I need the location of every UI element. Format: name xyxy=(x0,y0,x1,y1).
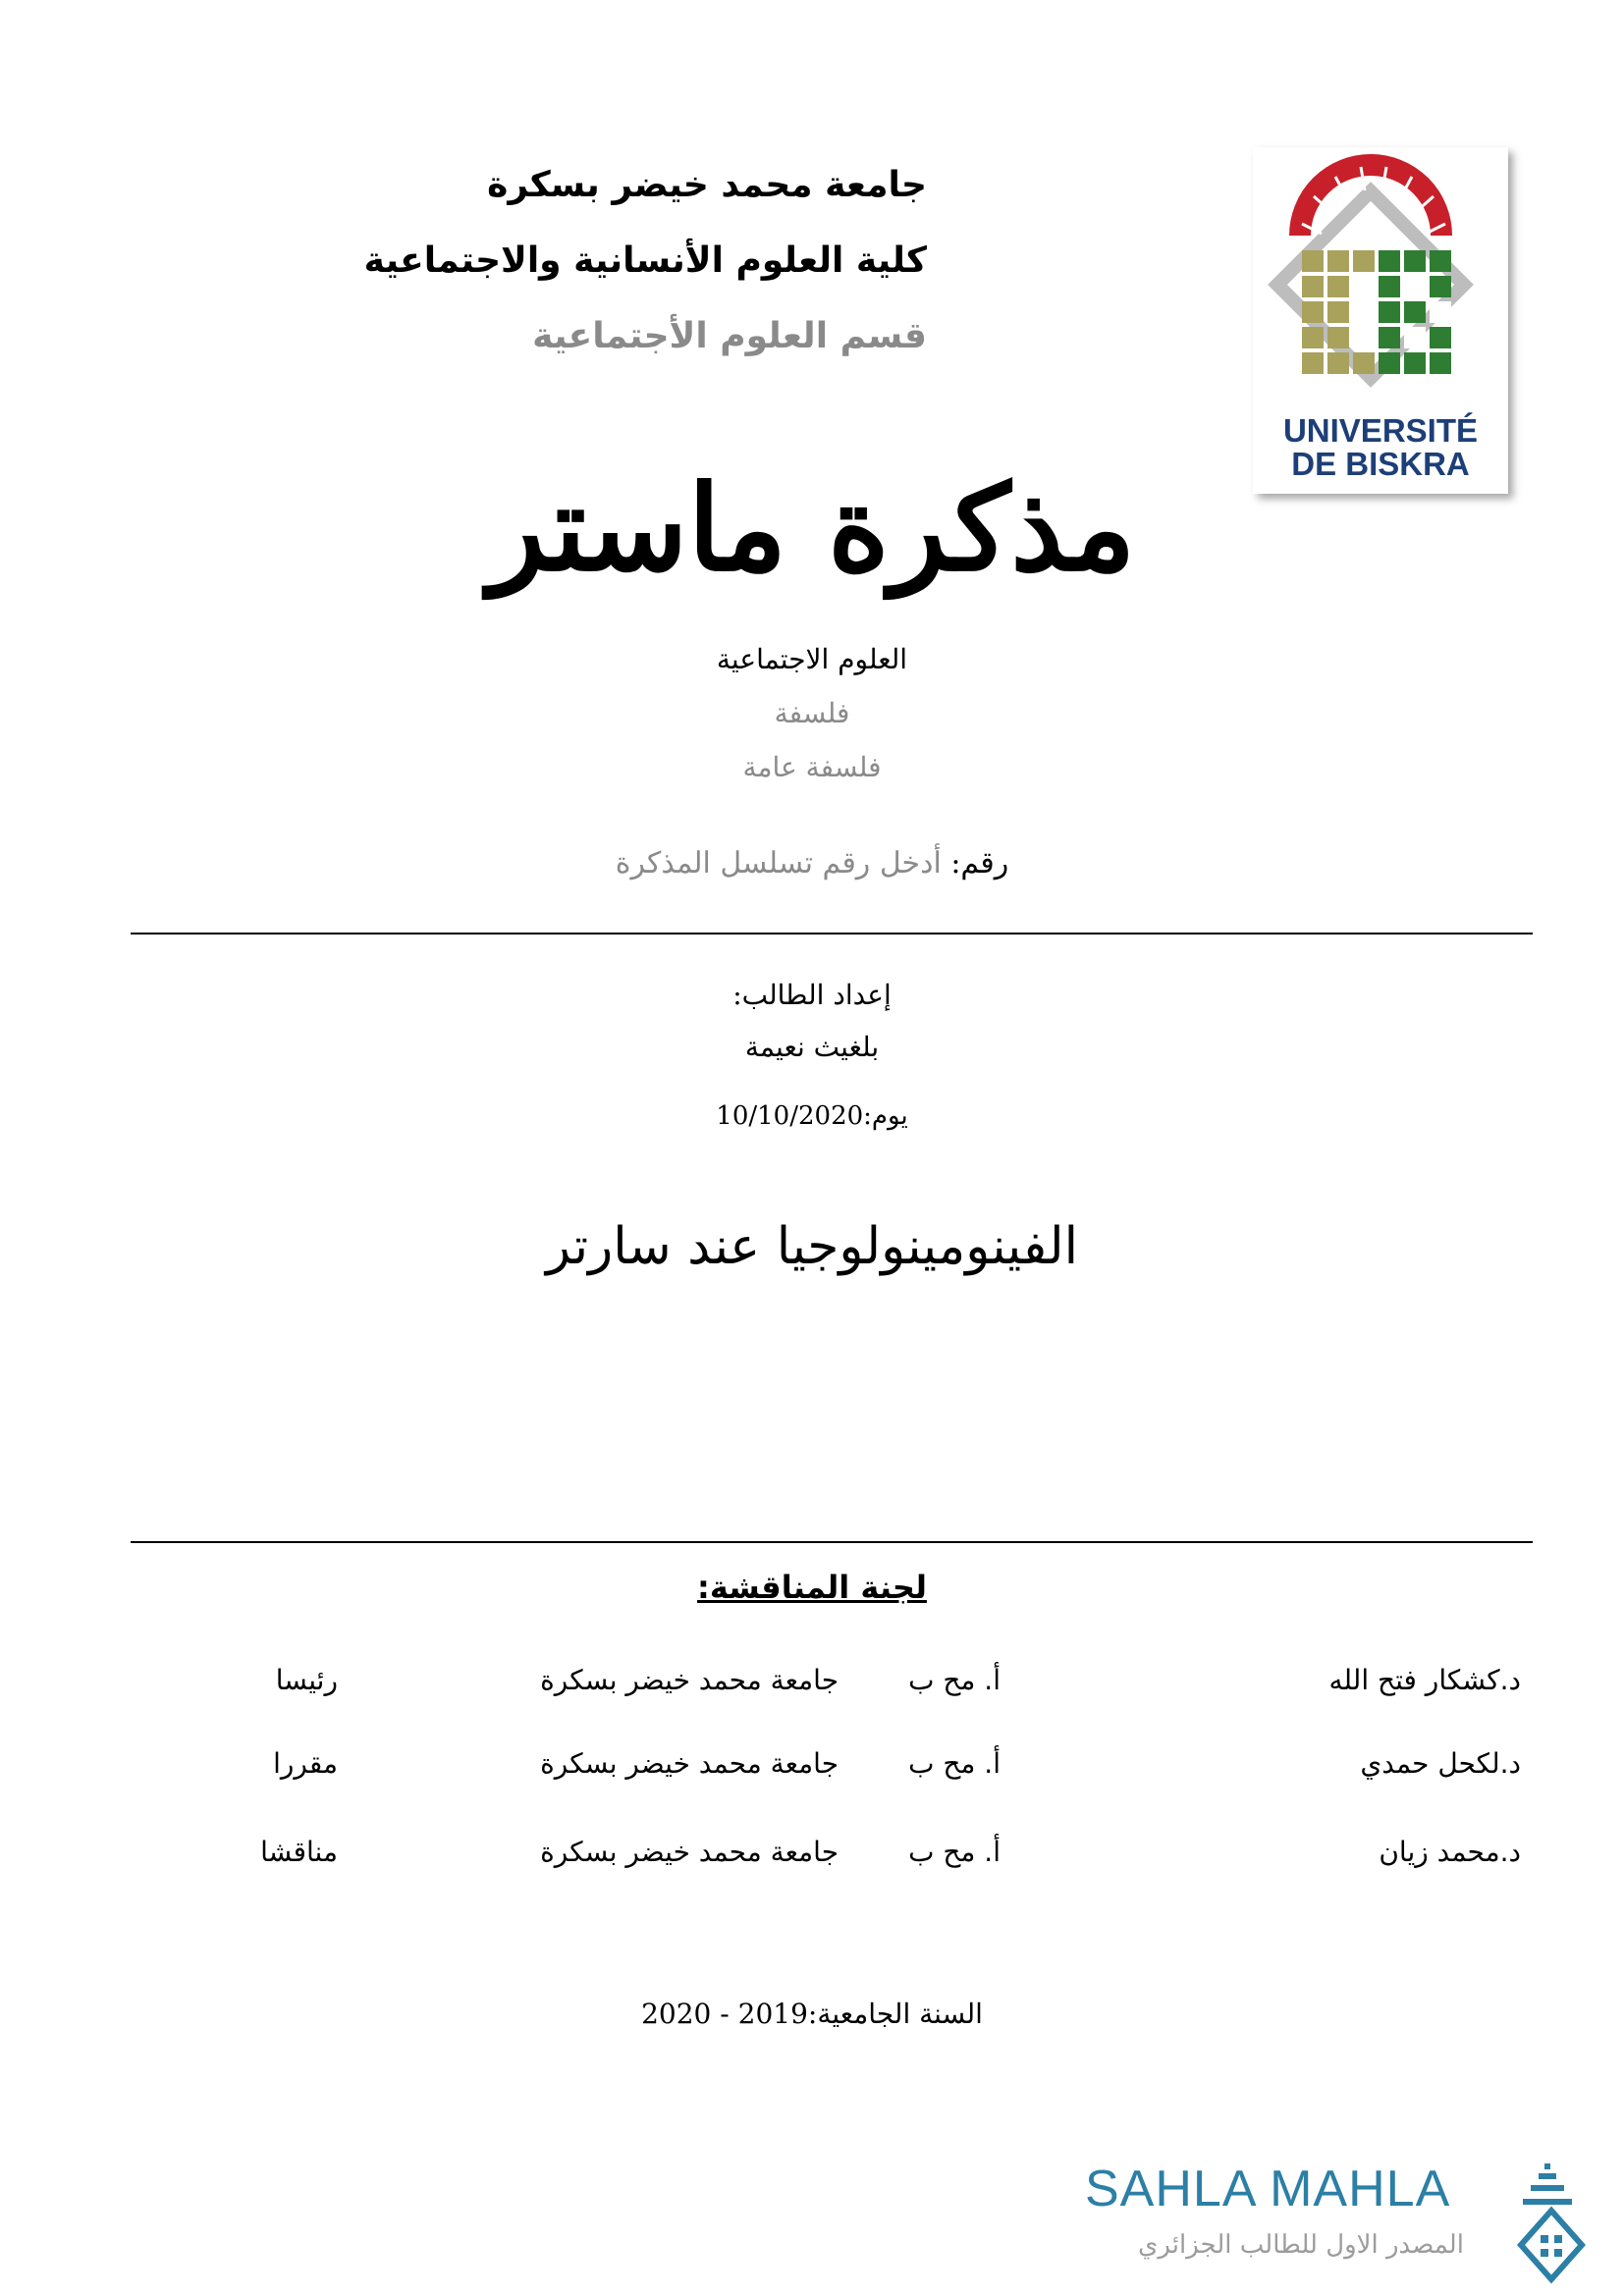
committee-member-row xyxy=(0,1747,1624,1796)
university-logo xyxy=(1253,147,1508,494)
department-name: قسم العلوم الأجتماعية xyxy=(532,316,927,356)
sub-speciality: فلسفة عامة xyxy=(742,751,882,783)
committee-member-row xyxy=(0,1664,1624,1713)
university-name: جامعة محمد خيضر بسكرة xyxy=(487,165,927,205)
university-emblem-icon xyxy=(1253,147,1508,412)
watermark-tagline: المصدر الاول للطالب الجزائري xyxy=(1138,2230,1464,2260)
member-rank: أ. مح ب xyxy=(908,1664,1001,1696)
date-value: 10/10/2020 xyxy=(716,1101,864,1131)
logo-text-line-2: DE BISKRA xyxy=(1291,446,1470,482)
serial-label: رقم: xyxy=(950,846,1009,881)
committee-member-row xyxy=(0,1836,1624,1885)
member-role: رئيسا xyxy=(275,1664,338,1696)
watermark-brand: SAHLA MAHLA xyxy=(1085,2161,1451,2217)
document-title: مذكرة ماستر xyxy=(488,459,1136,598)
student-name: بلغيث نعيمة xyxy=(744,1031,880,1063)
serial-number-line xyxy=(0,846,1624,881)
field-of-study: العلوم الاجتماعية xyxy=(716,643,908,675)
watermark-emblem-icon xyxy=(1517,2162,1586,2284)
member-institution: جامعة محمد خيضر بسكرة xyxy=(540,1664,839,1696)
divider-top xyxy=(131,933,1533,934)
committee-title: لجنة المناقشة: xyxy=(697,1569,927,1606)
member-name: د.لكحل حمدي xyxy=(1360,1747,1521,1780)
member-institution: جامعة محمد خيضر بسكرة xyxy=(540,1836,839,1868)
defense-date xyxy=(0,1101,1624,1131)
member-role: مقررا xyxy=(273,1747,338,1780)
divider-bottom xyxy=(131,1541,1533,1543)
member-rank: أ. مح ب xyxy=(908,1747,1001,1780)
logo-text-line-1: UNIVERSITÉ xyxy=(1282,412,1479,449)
sahla-mahla-watermark xyxy=(1085,2160,1586,2287)
member-institution: جامعة محمد خيضر بسكرة xyxy=(540,1747,839,1780)
speciality: فلسفة xyxy=(774,697,850,729)
academic-year: السنة الجامعية:2019 - 2020 xyxy=(641,1998,983,2030)
serial-placeholder: أدخل رقم تسلسل المذكرة xyxy=(615,846,951,881)
date-label: يوم: xyxy=(863,1101,908,1131)
member-role: مناقشا xyxy=(260,1836,338,1868)
member-name: د.كشكار فتح الله xyxy=(1328,1664,1521,1696)
thesis-title: الفينومينولوجيا عند سارتر xyxy=(545,1217,1079,1276)
member-name: د.محمد زيان xyxy=(1379,1836,1521,1868)
prepared-by-label: إعداد الطالب: xyxy=(732,979,892,1011)
faculty-name: كلية العلوم الأنسانية والاجتماعية xyxy=(363,240,927,281)
member-rank: أ. مح ب xyxy=(908,1836,1001,1868)
